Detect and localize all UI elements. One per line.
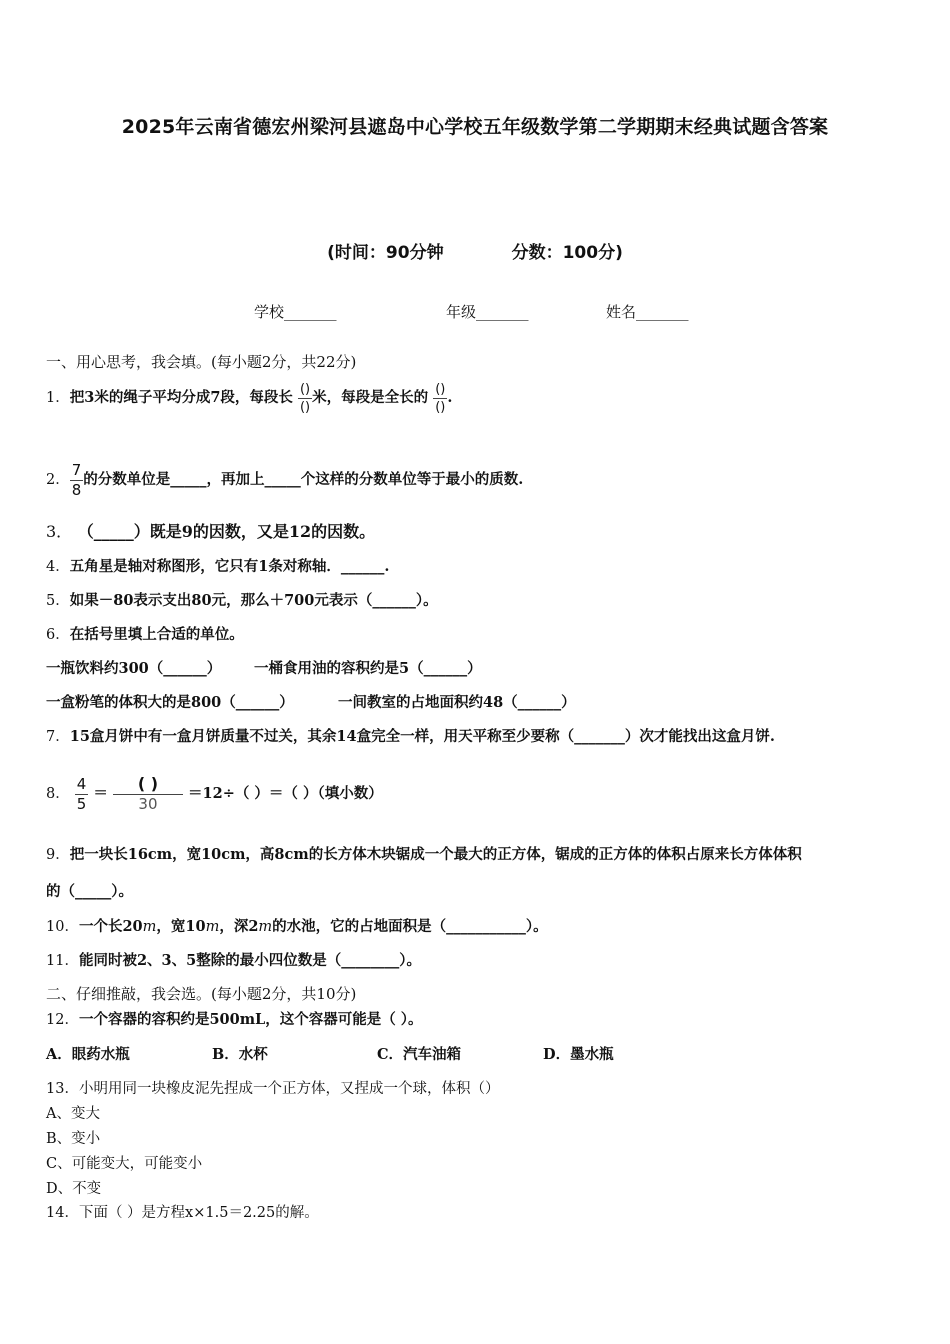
fraction-seven-eighths: $\frac{7}{8}$ — [71, 460, 82, 499]
question-number: 8． — [46, 786, 70, 802]
question-9 — [46, 843, 802, 864]
question-6-item-1: 一瓶饮料约300（______） — [46, 660, 222, 677]
grade-field[interactable]: 年级_______ — [446, 303, 529, 321]
question-text: （_____）既是9的因数，又是12的因数。 — [77, 522, 376, 541]
question-text: 如果－80表示支出80元，那么＋700元表示（______）。 — [69, 592, 438, 609]
question-text: ，宽10 — [156, 918, 206, 935]
question-11 — [46, 949, 421, 970]
question-9-continued: 的（_____）。 — [46, 883, 133, 900]
question-text: 五角星是轴对称图形，它只有1条对称轴．______. — [69, 558, 390, 575]
question-6-item-3: 一盒粉笔的体积大的是800（______） — [46, 694, 294, 711]
question-14 — [46, 1201, 319, 1222]
option-b[interactable]: B．水杯 — [212, 1046, 268, 1063]
school-field[interactable]: 学校_______ — [254, 303, 337, 321]
fraction-blank[interactable]: $\frac{()}{()}$ — [435, 381, 446, 415]
question-number: 5． — [46, 593, 70, 609]
question-text: 米，每段是全长的 — [312, 389, 429, 406]
section-1-heading: 一、用心思考，我会填。(每小题2分，共22分) — [46, 353, 357, 371]
question-number: 11． — [46, 953, 79, 969]
equals-sign: ＝ — [93, 785, 108, 802]
fraction-four-fifths: $\frac{4}{5}$ — [76, 774, 87, 813]
question-text: 能同时被2、3、5整除的最小四位数是（________）。 — [78, 952, 421, 969]
question-number: 12． — [46, 1012, 79, 1028]
question-1 — [46, 376, 452, 420]
question-text: 把一块长16cm，宽10cm，高8cm的长方体木块锯成一个最大的正方体，锯成的正方体的体积占原来长方体体积 — [69, 846, 802, 863]
question-6-item-2: 一桶食用油的容积约是5（______） — [254, 660, 482, 677]
option-a[interactable]: A、变大 — [46, 1106, 100, 1122]
question-text: 一个长20 — [78, 918, 143, 935]
question-text: 的水池，它的占地面积是（___________）。 — [272, 918, 548, 935]
unit-meter: m — [205, 919, 220, 935]
question-text: . — [447, 389, 453, 406]
question-12 — [46, 1008, 423, 1029]
question-text: 把3米的绳子平均分成7段，每段长 — [69, 389, 293, 406]
option-d[interactable]: D．墨水瓶 — [543, 1046, 614, 1063]
question-text: ，深2 — [219, 918, 259, 935]
option-d[interactable]: D、不变 — [46, 1181, 102, 1197]
total-score: 分数：100分) — [511, 243, 623, 263]
question-text: 15盒月饼中有一盒月饼质量不过关，其余14盒完全一样，用天平称至少要称（_______）次才能找出这盒月饼. — [69, 728, 775, 745]
question-5 — [46, 589, 438, 610]
question-4 — [46, 555, 389, 576]
question-number: 4． — [46, 559, 70, 575]
option-a[interactable]: A．眼药水瓶 — [46, 1046, 130, 1063]
question-number: 6． — [46, 627, 70, 643]
question-number: 13． — [46, 1081, 79, 1097]
question-13 — [46, 1077, 499, 1098]
question-6 — [46, 623, 244, 644]
question-text: 小明用同一块橡皮泥先捏成一个正方体，又捏成一个球，体积（） — [78, 1081, 500, 1097]
name-field[interactable]: 姓名_______ — [606, 303, 689, 321]
page-title: 2025年云南省德宏州梁河县遮岛中心学校五年级数学第二学期期末经典试题含答案 — [121, 116, 829, 138]
question-text: ＝12÷（ ）＝（ ）（填小数） — [188, 785, 383, 802]
unit-meter: m — [258, 919, 273, 935]
section-2-heading: 二、仔细推敲，我会选。(每小题2分，共10分) — [46, 985, 357, 1003]
fraction-blank[interactable]: $\frac{()}{()}$ — [299, 381, 311, 415]
time-limit: (时间：90分钟 — [327, 243, 444, 263]
question-number: 7． — [46, 729, 70, 745]
question-number: 10． — [46, 919, 79, 935]
question-number: 3． — [46, 522, 73, 541]
question-number: 2． — [46, 472, 70, 488]
question-text: 一个容器的容积约是500mL，这个容器可能是（ ）。 — [78, 1011, 423, 1028]
fraction-blank-over-30[interactable]: $\frac{( )}{30}$ — [113, 775, 183, 813]
question-6-item-4: 一间教室的占地面积约48（______） — [338, 694, 576, 711]
question-7 — [46, 725, 775, 746]
question-8 — [46, 758, 383, 830]
question-number: 1． — [46, 390, 70, 406]
question-text: 下面（ ）是方程x×1.5＝2.25的解。 — [78, 1205, 319, 1221]
question-text: 在括号里填上合适的单位。 — [69, 626, 244, 643]
option-c[interactable]: C、可能变大，可能变小 — [46, 1156, 203, 1172]
question-text: 的分数单位是_____，再加上_____个这样的分数单位等于最小的质数. — [83, 471, 524, 488]
option-b[interactable]: B、变小 — [46, 1131, 101, 1147]
question-3 — [46, 519, 375, 542]
question-10 — [46, 915, 548, 936]
question-2 — [46, 455, 523, 505]
question-number: 14． — [46, 1205, 79, 1221]
question-number: 9． — [46, 847, 70, 863]
unit-meter: m — [142, 919, 157, 935]
option-c[interactable]: C．汽车油箱 — [377, 1046, 462, 1063]
exam-meta — [0, 238, 950, 263]
